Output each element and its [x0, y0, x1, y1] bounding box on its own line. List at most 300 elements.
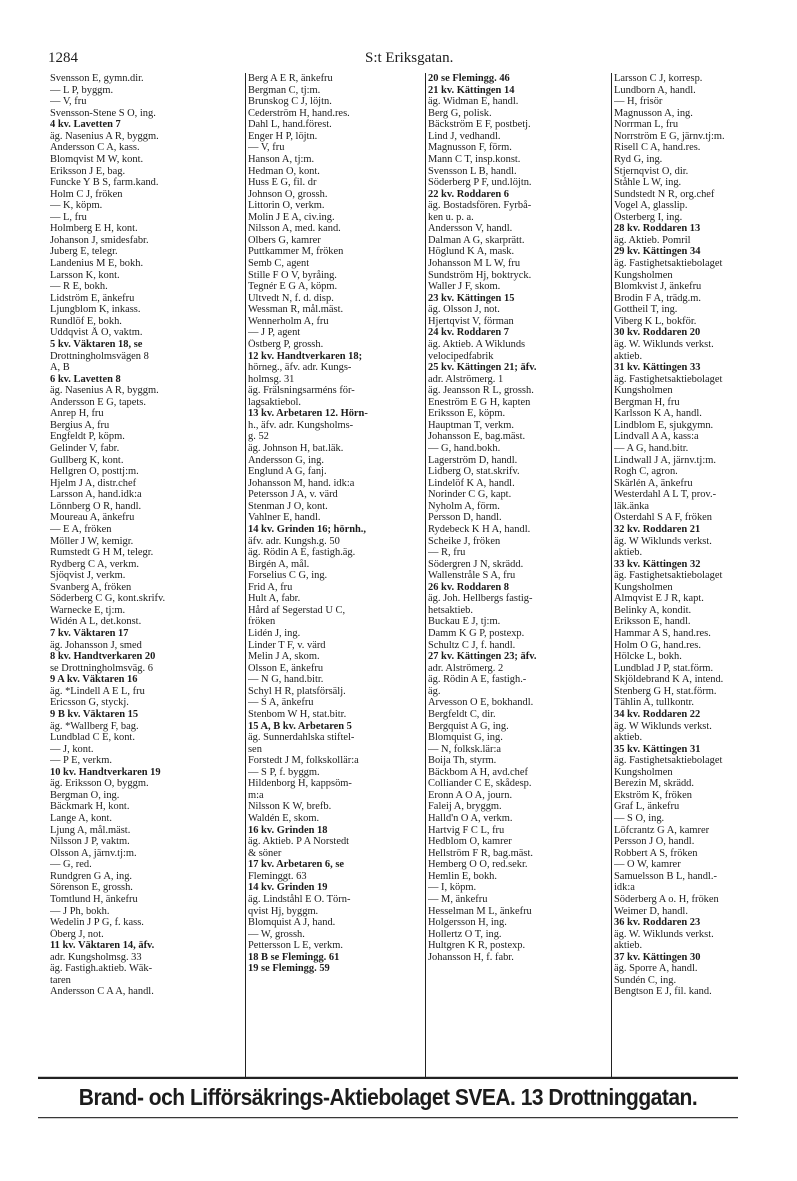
- directory-entry: Rogh C, agron.: [614, 466, 678, 478]
- directory-entry: 23 kv. Kättingen 15: [428, 292, 515, 304]
- directory-entry: Bergman O, ing.: [50, 789, 120, 801]
- directory-entry: Hemlin E, bokh.: [428, 870, 497, 882]
- directory-entry: Hartvig F C L, fru: [428, 824, 505, 836]
- directory-entry: — H, frisör: [614, 96, 663, 108]
- directory-entry: Eriksson J E, bag.: [50, 165, 126, 177]
- directory-entry: äg. W. Wiklunds verkst.: [614, 338, 714, 350]
- directory-entry: Bergman C, tj:m.: [248, 84, 321, 96]
- directory-entry: Petersson J A, v. värd: [248, 489, 338, 501]
- directory-entry: Nilsson A, med. kand.: [248, 223, 341, 235]
- directory-entry: 29 kv. Kättingen 34: [614, 246, 701, 258]
- directory-entry: aktieb.: [614, 547, 643, 559]
- directory-entry: Södergren J N, skrädd.: [428, 558, 524, 570]
- directory-entry: Wessman R, mål.mäst.: [248, 304, 344, 316]
- directory-entry: Rundlöf E, bokh.: [50, 315, 122, 327]
- directory-entry: 18 B se Flemingg. 61: [248, 951, 340, 963]
- directory-entry: Cederström H, hand.res.: [248, 107, 350, 119]
- directory-entry: 13 kv. Arbetaren 12. Hörn-: [248, 408, 368, 420]
- directory-entry: Holm C J, fröken: [50, 188, 123, 200]
- directory-entry: Stille F O V, byråing.: [248, 269, 337, 281]
- directory-column-1: [50, 73, 242, 1077]
- page-header: [48, 50, 758, 72]
- directory-entry: Hultgren K R, postexp.: [428, 940, 526, 952]
- directory-entry: Hjertqvist V, förman: [428, 315, 514, 327]
- directory-entry: — M, änkefru: [428, 893, 488, 905]
- directory-entry: Stjernqvist O, dir.: [614, 165, 689, 177]
- directory-entry: 11 kv. Väktaren 14, äfv.: [50, 940, 155, 952]
- directory-entry: äg. W. Wiklunds verkst.: [614, 928, 714, 940]
- directory-entry: Karlsson K A, handl.: [614, 408, 702, 420]
- directory-entry: äg. W Wiklunds verkst.: [614, 535, 712, 547]
- directory-entry: 37 kv. Kättingen 30: [614, 951, 701, 963]
- directory-entry: Hedblom O, kamrer: [428, 836, 512, 848]
- directory-entry: Graf L, änkefru: [614, 801, 680, 813]
- directory-entry: Löfcrantz G A, kamrer: [614, 824, 710, 836]
- directory-entry: Lind J, vedhandl.: [428, 130, 501, 142]
- directory-entry: — E A, fröken: [50, 523, 112, 535]
- directory-entry: Forstedt J M, folkskollär:a: [248, 755, 359, 767]
- directory-entry: Samuelsson B L, handl.-: [614, 870, 717, 882]
- directory-entry: Larsson C J, korresp.: [614, 73, 703, 84]
- directory-entry: 25 kv. Kättingen 21; äfv.: [428, 362, 537, 374]
- directory-entry: 5 kv. Väktaren 18, se: [50, 338, 143, 350]
- directory-entry: Arvesson O E, bokhandl.: [428, 697, 534, 709]
- directory-entry: Bengtson E J, fil. kand.: [614, 986, 712, 998]
- directory-entry: Österdahl S A F, fröken: [614, 512, 713, 524]
- directory-entry: 34 kv. Roddaren 22: [614, 708, 701, 720]
- directory-entry: 6 kv. Lavetten 8: [50, 373, 121, 385]
- directory-entry: Bäckström E F, postbetj.: [428, 119, 531, 131]
- directory-entry: 28 kv. Roddaren 13: [614, 223, 701, 235]
- directory-entry: Östberg P, grossh.: [248, 338, 324, 350]
- directory-entry: Gullberg K, kont.: [50, 454, 124, 466]
- directory-entry: Buckau E J, tj:m.: [428, 616, 501, 628]
- directory-entry: Bergfeldt C, dir.: [428, 708, 496, 720]
- directory-entry: 9 A kv. Väktaren 16: [50, 674, 138, 686]
- directory-entry: adr. Alströmerg. 1: [428, 373, 504, 385]
- directory-entry: Hanson A, tj:m.: [248, 153, 315, 165]
- directory-entry: Moureau A, änkefru: [50, 512, 135, 524]
- directory-entry: äg. Olsson J, not.: [428, 304, 500, 316]
- directory-entry: — L P, byggm.: [50, 84, 114, 96]
- directory-entry: — N G, hand.bitr.: [248, 674, 324, 686]
- directory-entry: Johanson J, smidesfabr.: [50, 234, 149, 246]
- directory-entry: — V, fru: [50, 96, 87, 108]
- directory-entry: Schultz C J, f. handl.: [428, 639, 516, 651]
- directory-entry: Johansson E, bag.mäst.: [428, 431, 526, 443]
- directory-entry: Lindwall J A, järnv.tj:m.: [614, 454, 716, 466]
- directory-entry: h., äfv. adr. Kungsholms-: [248, 419, 354, 431]
- directory-entry: Hammar A S, hand.res.: [614, 628, 711, 639]
- directory-entry: sen: [248, 743, 262, 755]
- directory-entry: äfv. adr. Kungsh.g. 50: [248, 535, 340, 547]
- directory-entry: hörneg., äfv. adr. Kungs-: [248, 362, 352, 374]
- directory-entry: Blomqvist M W, kont.: [50, 153, 144, 165]
- directory-entry: — R E, bokh.: [50, 281, 108, 293]
- directory-entry: 17 kv. Arbetaren 6, se: [248, 859, 345, 871]
- directory-entry: — K, köpm.: [50, 200, 103, 212]
- directory-entry: äg. *Lindell A E L, fru: [50, 685, 145, 697]
- directory-entry: Damm K G P, postexp.: [428, 628, 525, 639]
- directory-entry: Tählin A, tullkontr.: [614, 697, 695, 709]
- directory-entry: — I, köpm.: [428, 882, 477, 894]
- column-divider: [245, 73, 246, 1077]
- directory-entry: Lidström E, änkefru: [50, 292, 135, 304]
- directory-entry: Svanberg A, fröken: [50, 581, 132, 593]
- directory-entry: Ericsson G, styckj.: [50, 697, 129, 709]
- directory-entry: Faleij A, bryggm.: [428, 801, 502, 813]
- directory-entry: Wallenstråle S A, fru: [428, 570, 516, 582]
- directory-entry: Bergius A, fru: [50, 419, 110, 431]
- directory-entry: Linder T F, v. värd: [248, 639, 326, 651]
- directory-entry: Öberg J, not.: [50, 928, 104, 940]
- directory-entry: ken u. p. a.: [428, 211, 474, 223]
- directory-entry: Gottheil T, ing.: [614, 304, 678, 316]
- directory-entry: Svensson L B, handl.: [428, 165, 517, 177]
- directory-entry: idk:a: [614, 882, 635, 894]
- directory-entry: Berezin M, skrädd.: [614, 778, 694, 790]
- directory-entry: & söner: [248, 847, 282, 859]
- directory-entry: Blomquist A J, hand.: [248, 917, 336, 929]
- directory-entry: Schyl H R, platsförsälj.: [248, 685, 346, 697]
- directory-entry: 14 kv. Grinden 16; hörnh.,: [248, 523, 367, 535]
- directory-entry: Ljungblom K, inkass.: [50, 304, 141, 316]
- directory-entry: qvist Hj, byggm.: [248, 905, 319, 917]
- directory-entry: Dahl L, hand.förest.: [248, 119, 332, 131]
- directory-entry: — J P, agent: [248, 327, 301, 339]
- directory-entry: Norinder C G, kapt.: [428, 489, 512, 501]
- directory-entry: äg. Fastighetsaktiebolaget: [614, 258, 723, 269]
- directory-entry: Sundström Hj, boktryck.: [428, 269, 532, 281]
- directory-entry: Rundgren G A, ing.: [50, 870, 133, 882]
- directory-entry: äg. Rödin A E, fastigh.-: [428, 674, 527, 686]
- directory-entry: Scheike J, fröken: [428, 535, 501, 547]
- directory-entry: Mann C T, insp.konst.: [428, 153, 521, 165]
- directory-entry: äg. Widman E, handl.: [428, 96, 519, 108]
- directory-entry: Rydebeck K H A, handl.: [428, 523, 531, 535]
- directory-entry: Bergquist A G, ing.: [428, 720, 509, 732]
- directory-entry: Wedelin J P G, f. kass.: [50, 917, 144, 929]
- directory-page: [28, 36, 776, 1181]
- directory-entry: Colliander C E, skådesp.: [428, 778, 532, 790]
- directory-entry: Söderberg C G, kont.skrifv.: [50, 593, 166, 605]
- directory-entry: 22 kv. Roddaren 6: [428, 188, 510, 200]
- directory-entry: Hildenborg H, kappsöm-: [248, 778, 352, 790]
- directory-entry: Westerdahl A L T, prov.-: [614, 489, 717, 501]
- directory-entry: Lindvall A A, kass:a: [614, 431, 699, 443]
- directory-entry: Stenman J O, kont.: [248, 500, 328, 512]
- directory-entry: Stenberg G H, stat.förm.: [614, 685, 717, 697]
- directory-entry: — G, red.: [50, 859, 92, 871]
- directory-entry: 30 kv. Roddaren 20: [614, 327, 701, 339]
- directory-entry: Sjöqvist J, verkm.: [50, 570, 126, 582]
- directory-entry: Belinky A, kondit.: [614, 604, 692, 616]
- directory-entry: äg. *Wallberg F, bag.: [50, 720, 139, 732]
- directory-entry: äg. Lindståhl E O. Törn-: [248, 893, 351, 905]
- directory-entry: — S P, f. byggm.: [248, 766, 320, 778]
- directory-entry: Magnusson F, förm.: [428, 142, 512, 154]
- directory-entry: Widén A L, det.konst.: [50, 616, 142, 628]
- directory-column-3: [428, 73, 610, 1077]
- directory-entry: Drottningholmsvägen 8: [50, 350, 149, 362]
- directory-entry: Englund A G, fanj.: [248, 466, 327, 478]
- directory-entry: 35 kv. Kättingen 31: [614, 743, 701, 755]
- directory-entry: äg. Nasenius A R, byggm.: [50, 385, 159, 397]
- directory-entry: Brodin F A, trädg.m.: [614, 292, 701, 304]
- directory-entry: adr. Kungsholmsg. 33: [50, 951, 142, 963]
- directory-entry: Gelinder V, fabr.: [50, 443, 120, 454]
- directory-entry: Kungsholmen: [614, 269, 673, 281]
- footer-advertisement: Brand- och Lifförsäkrings-Aktiebolaget SVEA. 13 Drottninggatan.: [38, 1077, 738, 1118]
- directory-entry: Hauptman T, verkm.: [428, 419, 514, 431]
- directory-entry: Molin J E A, civ.ing.: [248, 211, 335, 223]
- directory-entry: Hjelm J A, distr.chef: [50, 477, 137, 489]
- directory-entry: Hellgren O, posttj:m.: [50, 466, 139, 478]
- directory-entry: Ljung A, mål.mäst.: [50, 824, 131, 836]
- directory-entry: 16 kv. Grinden 18: [248, 824, 328, 836]
- directory-entry: Birgén A, mål.: [248, 558, 310, 570]
- directory-entry: Andersson G, ing.: [248, 454, 324, 466]
- directory-entry: äg. Fastighetsaktiebolaget: [614, 755, 723, 767]
- directory-entry: Söderberg P F, und.löjtn.: [428, 177, 532, 189]
- directory-entry: Hölcke L, bokh.: [614, 651, 682, 663]
- directory-entry: Tomtlund H, änkefru: [50, 893, 138, 905]
- directory-entry: — R, fru: [428, 547, 466, 559]
- directory-entry: Vogel A, glasslip.: [614, 200, 688, 212]
- directory-entry: äg. W Wiklunds verkst.: [614, 720, 712, 732]
- column-divider: [425, 73, 426, 1077]
- directory-entry: 24 kv. Roddaren 7: [428, 327, 510, 339]
- directory-entry: Bergman H, fru: [614, 396, 680, 408]
- directory-entry: 27 kv. Kättingen 23; äfv.: [428, 651, 537, 663]
- directory-entry: Olsson A, järnv.tj:m.: [50, 847, 137, 859]
- directory-entry: — G, hand.bokh.: [428, 443, 501, 454]
- directory-entry: Landenius M E, bokh.: [50, 258, 144, 269]
- directory-entry: g. 52: [248, 431, 269, 443]
- directory-entry: m:a: [248, 789, 264, 801]
- directory-entry: 32 kv. Roddaren 21: [614, 523, 701, 535]
- directory-entry: 4 kv. Lavetten 7: [50, 119, 121, 131]
- directory-entry: Ståhle L W, ing.: [614, 177, 682, 189]
- directory-entry: Hård af Segerstad U C,: [248, 604, 346, 616]
- directory-entry: Lundblad J P, stat.förm.: [614, 662, 714, 674]
- directory-entry: äg. Aktieb. Pomril: [614, 234, 691, 246]
- directory-entry: 21 kv. Kättingen 14: [428, 84, 515, 96]
- directory-entry: Svensson-Stene S O, ing.: [50, 107, 156, 119]
- directory-entry: Sörenson E, grossh.: [50, 882, 133, 894]
- directory-entry: Sundstedt N R, org.chef: [614, 188, 715, 200]
- directory-entry: Söderberg A o. H, fröken: [614, 893, 719, 905]
- directory-entry: — W, grossh.: [248, 928, 305, 940]
- directory-entry: Ekström K, fröken: [614, 789, 692, 801]
- directory-entry: se Drottningholmsväg. 6: [50, 662, 153, 674]
- directory-entry: Olsson E, änkefru: [248, 662, 324, 674]
- directory-entry: Larsson K, kont.: [50, 269, 120, 281]
- directory-entry: Andersson V, handl.: [428, 223, 513, 235]
- directory-entry: Boija Th, styrm.: [428, 755, 497, 767]
- directory-column-4: [614, 73, 776, 1077]
- directory-entry: Ryd G, ing.: [614, 153, 663, 165]
- directory-entry: Johansson M L W, fru: [428, 258, 521, 269]
- directory-entry: Möller J W, kemigr.: [50, 535, 134, 547]
- directory-entry: Warnecke E, tj:m.: [50, 604, 126, 616]
- directory-entry: taren: [50, 974, 71, 986]
- directory-entry: äg. Sunnerdahlska stiftel-: [248, 732, 355, 744]
- directory-entry: aktieb.: [614, 940, 643, 952]
- directory-entry: äg. Aktieb. P A Norstedt: [248, 836, 350, 848]
- directory-entry: Hult A, fabr.: [248, 593, 301, 605]
- directory-entry: Kungsholmen: [614, 766, 673, 778]
- directory-entry: lagsaktiebol.: [248, 396, 302, 408]
- directory-entry: Höglund K A, mask.: [428, 246, 515, 258]
- directory-entry: Robbert A S, fröken: [614, 847, 698, 859]
- directory-entry: Hollertz O T, ing.: [428, 928, 502, 940]
- directory-entry: Tegnér E G A, köpm.: [248, 281, 338, 293]
- directory-entry: äg. Fastighetsaktiebolaget: [614, 373, 723, 385]
- directory-entry: 26 kv. Roddaren 8: [428, 581, 510, 593]
- directory-column-2: [248, 73, 424, 1077]
- directory-entry: äg. Aktieb. A Wiklunds: [428, 338, 526, 350]
- directory-entry: fröken: [248, 616, 276, 628]
- directory-entry: Lönnberg O R, handl.: [50, 500, 142, 512]
- directory-entry: Lundblad C E, kont.: [50, 732, 135, 744]
- directory-entry: Andersson C A, kass.: [50, 142, 140, 154]
- directory-entry: — N, folksk.lär:a: [428, 743, 502, 755]
- directory-entry: äg. Rödin A E, fastigh.äg.: [248, 547, 356, 559]
- directory-entry: aktieb.: [614, 350, 643, 362]
- directory-entry: 7 kv. Väktaren 17: [50, 628, 129, 639]
- directory-entry: 31 kv. Kättingen 33: [614, 362, 701, 374]
- directory-entry: 20 se Flemingg. 46: [428, 73, 510, 84]
- directory-entry: äg. Nasenius A R, byggm.: [50, 130, 159, 142]
- directory-entry: 33 kv. Kättingen 32: [614, 558, 701, 570]
- directory-entry: Huss E G, fil. dr: [248, 177, 317, 189]
- directory-entry: Lindblom E, sjukgymn.: [614, 419, 714, 431]
- directory-entry: Andersson E G, tapets.: [50, 396, 146, 408]
- directory-entry: A, B: [50, 362, 70, 374]
- directory-entry: Johnson O, grossh.: [248, 188, 328, 200]
- directory-entry: Skärlén A, änkefru: [614, 477, 693, 489]
- directory-entry: Johansson M, hand. idk:a: [248, 477, 355, 489]
- directory-entry: Uddqvist Å O, vaktm.: [50, 327, 143, 339]
- directory-entry: äg. Frälsningsarméns för-: [248, 385, 355, 397]
- directory-entry: Nilsson K W, brefb.: [248, 801, 332, 813]
- directory-entry: aktieb.: [614, 732, 643, 744]
- directory-entry: Holm O G, hand.res.: [614, 639, 701, 651]
- directory-entry: Eriksson E, handl.: [614, 616, 691, 628]
- column-divider: [611, 73, 612, 1077]
- directory-entry: Rumstedt G H M, telegr.: [50, 547, 154, 559]
- directory-entry: 14 kv. Grinden 19: [248, 882, 328, 894]
- directory-entry: Hellström F R, bag.mäst.: [428, 847, 533, 859]
- directory-entry: äg. Sporre A, handl.: [614, 963, 698, 975]
- directory-entry: äg. Johnson H, bat.läk.: [248, 443, 344, 454]
- directory-entry: Forselius C G, ing.: [248, 570, 328, 582]
- directory-entry: — V, fru: [248, 142, 285, 154]
- directory-entry: Littorin O, verkm.: [248, 200, 325, 212]
- directory-entry: Risell C A, hand.res.: [614, 142, 701, 154]
- directory-entry: Funcke Y B S, farm.kand.: [50, 177, 159, 189]
- directory-entry: Olbers G, kamrer: [248, 234, 321, 246]
- directory-entry: Persson D, handl.: [428, 512, 502, 524]
- directory-entry: Puttkammer M, fröken: [248, 246, 344, 258]
- directory-entry: Lidén J, ing.: [248, 628, 301, 639]
- directory-entry: — S A, änkefru: [248, 697, 314, 709]
- page-number: 1284: [48, 50, 78, 66]
- directory-entry: hetsaktieb.: [428, 604, 473, 616]
- directory-entry: 8 kv. Handtverkaren 20: [50, 651, 156, 663]
- directory-entry: Almqvist E J R, kapt.: [614, 593, 704, 605]
- directory-entry: Juberg E, telegr.: [50, 246, 118, 258]
- directory-entry: 15 A, B kv. Arbetaren 5: [248, 720, 352, 732]
- directory-entry: 10 kv. Handtverkaren 19: [50, 766, 161, 778]
- directory-entry: Hemberg O O, red.sekr.: [428, 859, 528, 871]
- directory-entry: Blomkvist J, änkefru: [614, 281, 702, 293]
- directory-entry: Semb C, agent: [248, 258, 310, 269]
- directory-entry: Berg A E R, änkefru: [248, 73, 333, 84]
- directory-entry: — P E, verkm.: [50, 755, 112, 767]
- directory-entry: Frid A, fru: [248, 581, 293, 593]
- directory-entry: Nyholm A, förm.: [428, 500, 500, 512]
- directory-entry: 36 kv. Roddaren 23: [614, 917, 701, 929]
- directory-entry: Anrep H, fru: [50, 408, 104, 420]
- directory-entry: äg. Eriksson O, byggm.: [50, 778, 149, 790]
- directory-entry: — A G, hand.bitr.: [614, 443, 689, 454]
- directory-entry: Fleminggt. 63: [248, 870, 307, 882]
- directory-entry: äg. Fastighetsaktiebolaget: [614, 570, 723, 582]
- street-title: S:t Eriksgatan.: [365, 50, 454, 66]
- directory-entry: äg. Bostadsfören. Fyrbå-: [428, 200, 532, 212]
- directory-entry: Nilsson J P, vaktm.: [50, 836, 130, 848]
- directory-entry: Vahlner E, handl.: [248, 512, 321, 524]
- directory-entry: velocipedfabrik: [428, 350, 494, 362]
- directory-entry: Eneström E G H, kapten: [428, 396, 531, 408]
- directory-entry: 19 se Flemingg. 59: [248, 963, 330, 975]
- directory-entry: Lagerström D, handl.: [428, 454, 518, 466]
- directory-entry: Skjöldebrand K A, intend.: [614, 674, 724, 686]
- directory-entry: Magnusson A, ing.: [614, 107, 693, 119]
- directory-entry: Weimer D, handl.: [614, 905, 688, 917]
- directory-entry: — J Ph, bokh.: [50, 905, 110, 917]
- directory-entry: Norrman L, fru: [614, 119, 679, 131]
- directory-entry: Brunskog C J, löjtn.: [248, 96, 332, 108]
- directory-entry: Eronn A O A, journ.: [428, 789, 513, 801]
- directory-entry: Persson J O, handl.: [614, 836, 695, 848]
- directory-entry: Johansson H, f. fabr.: [428, 951, 514, 963]
- directory-entry: 12 kv. Handtverkaren 18;: [248, 350, 363, 362]
- directory-entry: Kungsholmen: [614, 581, 673, 593]
- directory-entry: äg.: [428, 685, 441, 697]
- directory-entry: Berg G, polisk.: [428, 107, 492, 119]
- directory-entry: Halld'n O A, verkm.: [428, 813, 513, 824]
- directory-entry: Pettersson L E, verkm.: [248, 940, 343, 952]
- directory-entry: Engfeldt P, köpm.: [50, 431, 125, 443]
- directory-entry: 9 B kv. Väktaren 15: [50, 708, 139, 720]
- directory-entry: Holmberg E H, kont.: [50, 223, 138, 235]
- directory-entry: Stenbom W H, stat.bitr.: [248, 708, 347, 720]
- directory-entry: Enger H P, löjtn.: [248, 130, 318, 142]
- directory-entry: Waldén E, skom.: [248, 813, 320, 824]
- directory-entry: Hesselman M L, änkefru: [428, 905, 532, 917]
- directory-entry: äg. Fastigh.aktieb. Wäk-: [50, 963, 153, 975]
- directory-entry: äg. Johansson J, smed: [50, 639, 142, 651]
- directory-entry: läk.änka: [614, 500, 650, 512]
- directory-entry: Lange A, kont.: [50, 813, 113, 824]
- directory-entry: — J, kont.: [50, 743, 94, 755]
- directory-entry: Viberg K L, bokför.: [614, 315, 697, 327]
- directory-entry: äg. Joh. Hellbergs fastig-: [428, 593, 533, 605]
- directory-entry: Dalman A G, skarprätt.: [428, 234, 525, 246]
